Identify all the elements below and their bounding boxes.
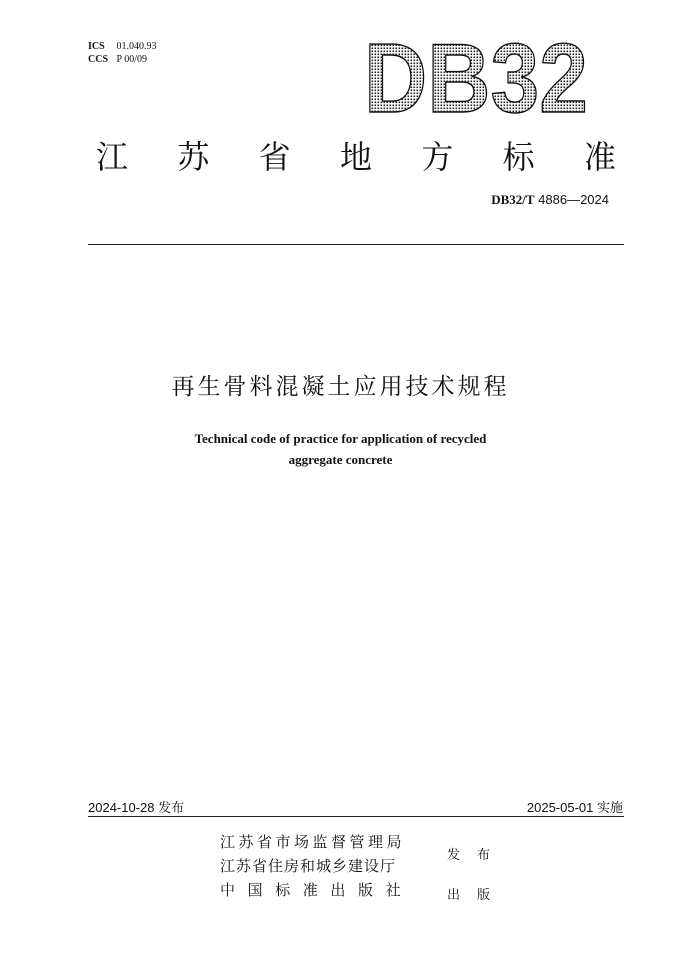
ics-value: 01.040.93 xyxy=(116,41,157,52)
province-heading-char: 地 xyxy=(339,138,372,176)
province-heading-char: 方 xyxy=(421,138,454,176)
ccs-label: CCS xyxy=(88,54,109,65)
db32-logo xyxy=(362,32,592,124)
top-divider xyxy=(88,244,624,245)
province-heading-char: 省 xyxy=(258,138,291,176)
province-standard-heading xyxy=(96,132,616,178)
publish-label: 出版 xyxy=(447,888,508,903)
org-housing-construction: 江苏省住房和城乡建设厅 xyxy=(220,857,397,875)
title-chinese: 再生骨料混凝土应用技术规程 xyxy=(171,374,510,400)
province-heading-char: 准 xyxy=(583,138,616,176)
title-english-line1: Technical code of practice for application of recycled xyxy=(194,431,487,446)
bottom-divider xyxy=(88,816,624,817)
logo-text: DB32 xyxy=(364,32,588,124)
province-heading-char: 苏 xyxy=(177,138,210,176)
issue-label: 发布 xyxy=(447,848,508,863)
ics-code xyxy=(88,40,157,53)
classification-codes xyxy=(88,40,157,66)
ccs-value: P 00/09 xyxy=(116,54,147,65)
org-publisher: 中国标准出版社 xyxy=(220,881,414,899)
implementation-date: 2025-05-01 实施 xyxy=(526,800,623,815)
title-english-line2: aggregate concrete xyxy=(288,452,393,467)
ics-label: ICS xyxy=(88,41,105,52)
title-english xyxy=(0,428,681,470)
org-market-regulation: 江苏省市场监督管理局 xyxy=(220,833,406,851)
province-heading-char: 江 xyxy=(96,138,129,176)
issuing-organizations xyxy=(220,830,413,902)
standard-number-prefix: DB32/T xyxy=(491,192,535,207)
issue-date: 2024-10-28 发布 xyxy=(88,800,185,815)
ccs-code xyxy=(88,53,157,66)
province-heading-char: 标 xyxy=(502,138,535,176)
standard-number-value: 4886—2024 xyxy=(538,192,609,207)
standard-number xyxy=(491,192,609,208)
